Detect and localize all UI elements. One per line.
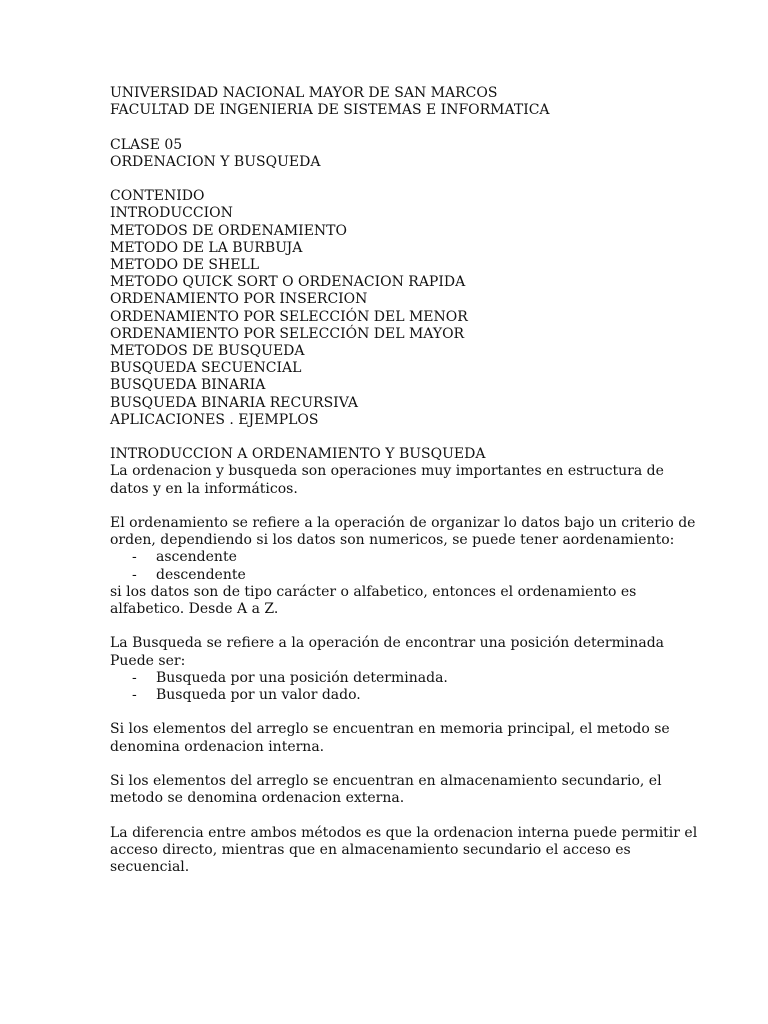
paragraph-line: alfabetico. Desde A a Z. [110,601,279,618]
class-number: CLASE 05 [110,136,183,153]
paragraph-line: metodo se denomina ordenacion externa. [110,790,405,807]
bullet-marker: - [132,549,137,566]
faculty-name: FACULTAD DE INGENIERIA DE SISTEMAS E INFORMATICA [110,102,550,119]
paragraph-line: El ordenamiento se refiere a la operación de organizar lo datos bajo un criterio de [110,515,696,532]
list-item-text: Busqueda por un valor dado. [156,687,361,704]
spacer [110,498,668,515]
paragraph-line: La ordenacion y busqueda son operaciones muy importantes en estructura de [110,463,664,480]
paragraph-line: secuencial. [110,859,190,876]
contents-title: CONTENIDO [110,188,205,205]
contents-item: METODOS DE BUSQUEDA [110,343,305,360]
contents-item: APLICACIONES . EJEMPLOS [110,411,319,428]
contents-item: METODO DE LA BURBUJA [110,239,303,256]
class-topic: ORDENACION Y BUSQUEDA [110,153,321,170]
section-title: INTRODUCCION A ORDENAMIENTO Y BUSQUEDA [110,446,486,463]
contents-item: ORDENAMIENTO POR SELECCIÓN DEL MENOR [110,308,468,325]
paragraph-line: Si los elementos del arreglo se encuentran en memoria principal, el metodo se [110,721,670,738]
spacer [110,171,668,188]
spacer [110,119,668,136]
paragraph-line: denomina ordenacion interna. [110,738,325,755]
list-item [110,687,668,704]
paragraph-line: si los datos son de tipo carácter o alfabetico, entonces el ordenamiento es [110,583,637,600]
paragraph-line: La diferencia entre ambos métodos es que la ordenacion interna puede permitir el [110,824,698,841]
contents-item: METODO QUICK SORT O ORDENACION RAPIDA [110,274,466,291]
spacer [110,429,668,446]
bullet-marker: - [132,687,137,704]
spacer [110,807,668,824]
contents-item: BUSQUEDA SECUENCIAL [110,360,302,377]
list-item [110,567,668,584]
bullet-marker: - [132,669,137,686]
spacer [110,756,668,773]
bullet-marker: - [132,566,137,583]
list-item-text: Busqueda por una posición determinada. [156,669,448,686]
contents-item: METODO DE SHELL [110,257,260,273]
university-name: UNIVERSIDAD NACIONAL MAYOR DE SAN MARCOS [110,85,498,101]
list-item [110,549,668,566]
paragraph-line: datos y en la informáticos. [110,480,298,497]
list-item [110,670,668,687]
spacer [110,618,668,635]
contents-item: BUSQUEDA BINARIA [110,377,266,394]
list-item-text: ascendente [156,549,237,566]
paragraph-line: orden, dependiendo si los datos son numericos, se puede tener aordenamiento: [110,532,675,549]
contents-item: INTRODUCCION [110,205,233,222]
list-item-text: descendente [156,566,246,583]
spacer [110,704,668,721]
contents-item: BUSQUEDA BINARIA RECURSIVA [110,394,358,411]
paragraph-line: acceso directo, mientras que en almacenamiento secundario el acceso es [110,841,631,858]
contents-item: METODOS DE ORDENAMIENTO [110,222,347,239]
paragraph-line: La Busqueda se refiere a la operación de encontrar una posición determinada [110,635,665,652]
contents-item: ORDENAMIENTO POR INSERCION [110,291,368,308]
paragraph-line: Puede ser: [110,652,186,669]
paragraph-line: Si los elementos del arreglo se encuentran en almacenamiento secundario, el [110,773,662,790]
contents-item: ORDENAMIENTO POR SELECCIÓN DEL MAYOR [110,325,465,342]
